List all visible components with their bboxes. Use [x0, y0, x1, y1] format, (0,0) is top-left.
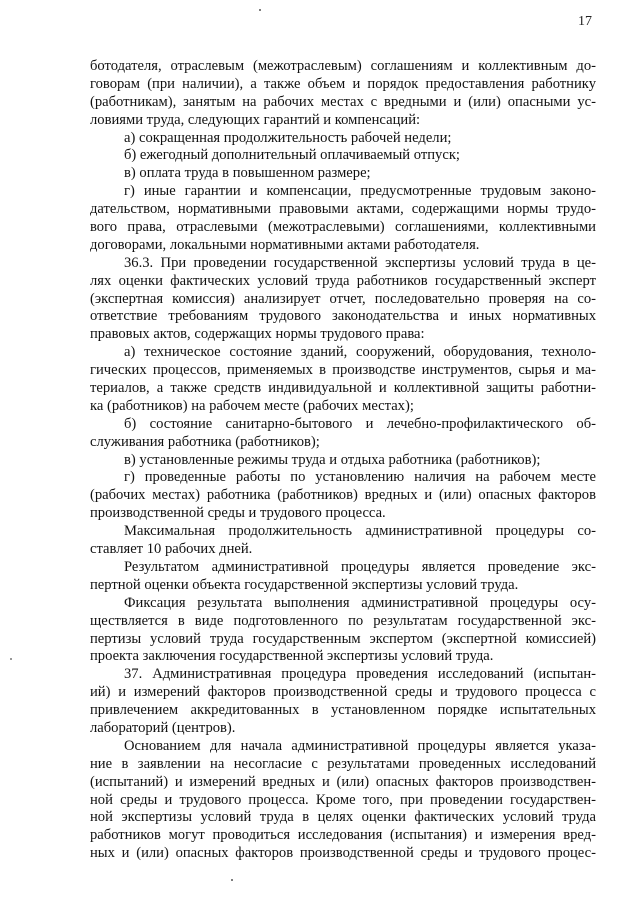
- text-line: производственной среды и трудового процесса.: [90, 505, 386, 522]
- scan-speck: [10, 658, 12, 660]
- text-line: гических процессов, применяемых в производстве инструментов, сырья и ма-: [90, 362, 596, 379]
- text-line: ответствие требованиям трудового законодательства и иных нормативных: [90, 308, 596, 325]
- list-item-c: в) оплата труда в повышенном размере;: [124, 165, 371, 182]
- text-line: лабораторий (центров).: [90, 719, 236, 736]
- text-line: ной среды и трудового процесса. Кроме того, при проведении государствен-: [90, 791, 596, 808]
- text-line: (рабочих местах) работника (работников) вредных и (или) опасных факторов: [90, 487, 596, 504]
- text-line: привлечением аккредитованных в установленном порядке испытательных: [90, 702, 596, 719]
- text-line: (испытаний) и измерений вредных и (или) опасных факторов производствен-: [90, 773, 596, 790]
- text-line: ществляется в виде подготовленного по результатам государственной экс-: [90, 612, 596, 629]
- text-line: пертизы условий труда государственным экспертом (экспертной комиссией): [90, 630, 596, 647]
- text-line: правовых актов, содержащих нормы трудового права:: [90, 326, 425, 343]
- paragraph-start: Максимальная продолжительность административной процедуры со-: [124, 523, 596, 540]
- paragraph-start: Основанием для начала административной процедуры является указа-: [124, 737, 596, 754]
- text-line: ботодателя, отраслевым (межотраслевым) соглашениям и коллективным до-: [90, 58, 596, 74]
- text-line: ка (работников) на рабочем месте (рабочих местах);: [90, 397, 414, 414]
- text-line: лях оценки фактических условий труда работников государственный эксперт: [90, 272, 596, 289]
- scan-speck: [259, 9, 261, 11]
- scan-speck: [231, 879, 233, 881]
- text-line: териалов, а также средств индивидуальной и коллективной защиты работни-: [90, 380, 596, 397]
- text-line: говорам (при наличии), а также объем и порядок предоставления работнику: [90, 75, 596, 92]
- text-line: ной экспертизы условий труда в целях оценки фактических условий труда: [90, 809, 596, 826]
- section-36-3: 36.3. При проведении государственной экспертизы условий труда в це-: [124, 254, 596, 271]
- list-item-c: в) установленные режимы труда и отдыха работника (работников);: [124, 451, 541, 468]
- text-line: вого права, отраслевыми (межотраслевыми) соглашениями, коллективными: [90, 219, 596, 236]
- text-line: ние в заявлении на несогласие с результатами проведенных исследований: [90, 755, 596, 772]
- page-number: 17: [578, 14, 592, 29]
- text-line: ных и (или) опасных факторов производственной среды и трудового процес-: [90, 845, 596, 862]
- list-item-a: а) сокращенная продолжительность рабочей недели;: [124, 129, 452, 146]
- text-line: служивания работника (работников);: [90, 433, 320, 450]
- list-item-b: б) состояние санитарно-бытового и лечебно-профилактического об-: [124, 415, 596, 432]
- list-item-d: г) проведенные работы по установлению наличия на рабочем месте: [124, 469, 596, 486]
- text-line: работников могут проводиться исследования (испытания) и измерения вред-: [90, 827, 596, 844]
- text-line: договорами, локальными нормативными актами работодателя.: [90, 236, 480, 253]
- list-item-a: а) техническое состояние зданий, сооружений, оборудования, техноло-: [124, 344, 596, 361]
- list-item-b: б) ежегодный дополнительный оплачиваемый отпуск;: [124, 147, 460, 164]
- text-line: (экспертная комиссия) анализирует отчет, последовательно проверяя на со-: [90, 290, 596, 307]
- paragraph-start: Фиксация результата выполнения административной процедуры осу-: [124, 594, 596, 611]
- text-line: (работникам), занятым на рабочих местах с вредными и (или) опасными ус-: [90, 93, 596, 110]
- section-37: 37. Административная процедура проведения исследований (испытан-: [124, 666, 596, 683]
- text-line: ловиями труда, следующих гарантий и компенсаций:: [90, 111, 421, 128]
- text-line: ий) и измерений факторов производственной среды и трудового процесса с: [90, 684, 596, 701]
- text-line: ставляет 10 рабочих дней.: [90, 541, 253, 558]
- text-line: пертной оценки объекта государственной экспертизы условий труда.: [90, 576, 519, 593]
- body-text: [90, 58, 596, 863]
- text-line: проекта заключения государственной экспертизы условий труда.: [90, 648, 494, 665]
- paragraph-start: Результатом административной процедуры является проведение экс-: [124, 558, 596, 575]
- text-line: дательством, нормативными правовыми актами, содержащими нормы трудо-: [90, 201, 596, 218]
- list-item-d: г) иные гарантии и компенсации, предусмотренные трудовым законо-: [124, 183, 596, 200]
